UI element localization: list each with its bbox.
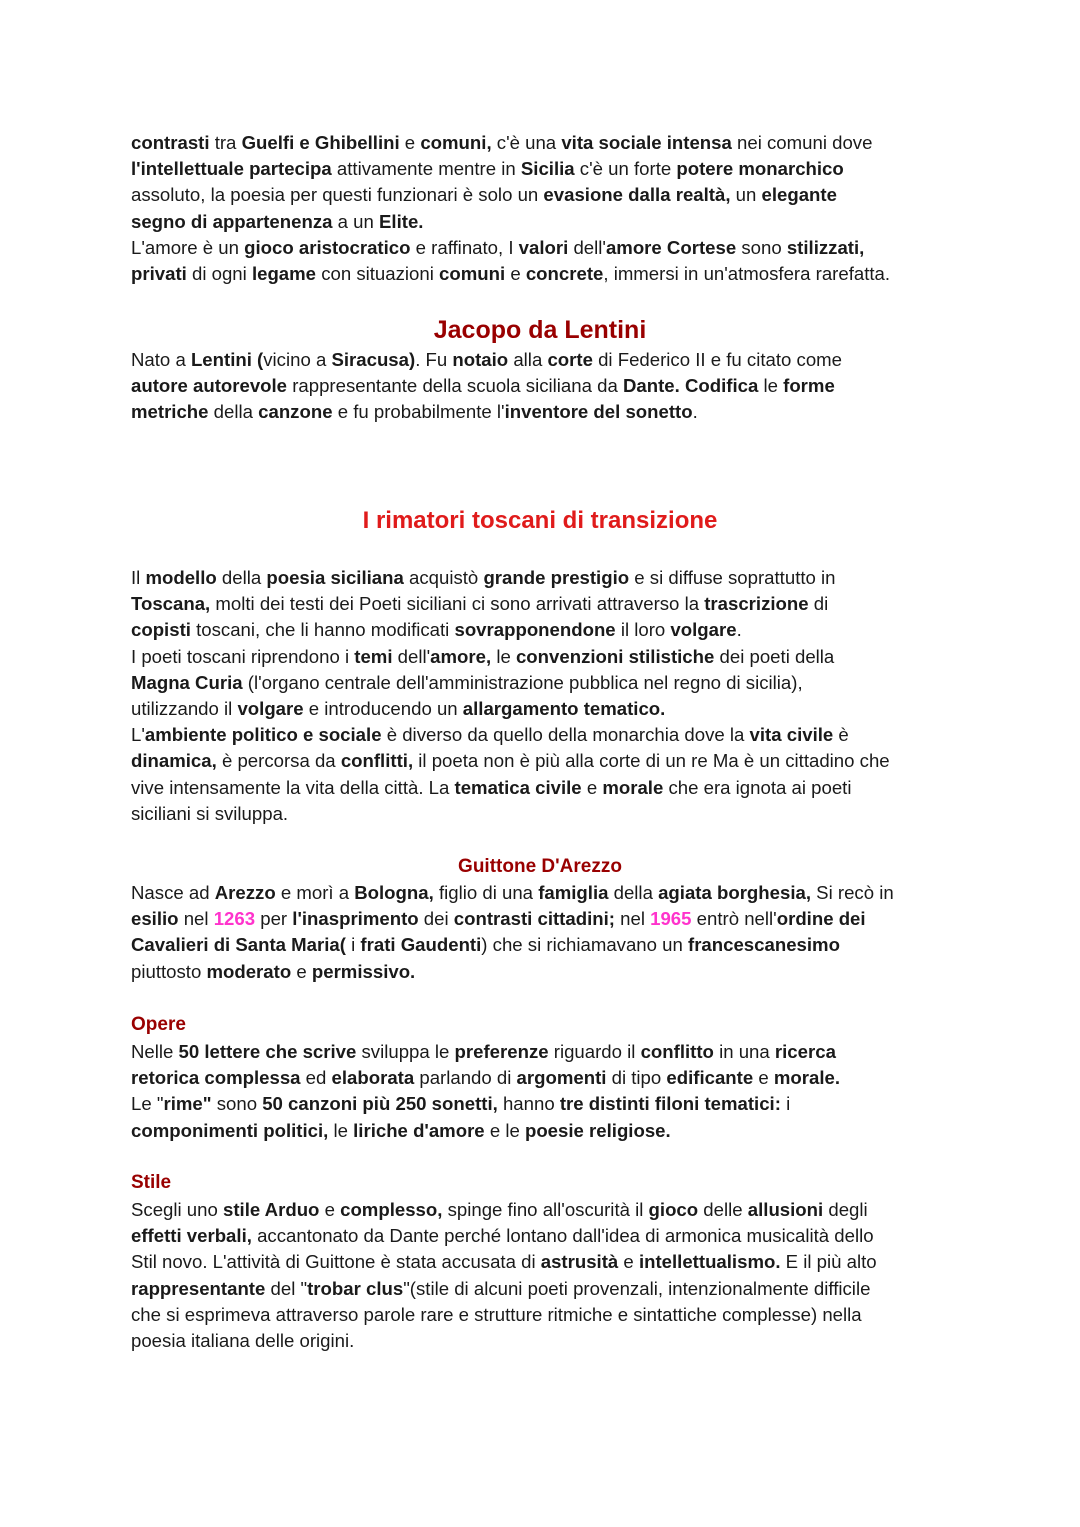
bold-text: volgare: [670, 619, 737, 641]
text-run: parlando di: [414, 1067, 517, 1089]
text-run: sviluppa le: [356, 1041, 455, 1062]
bold-text: l'inasprimento: [292, 908, 419, 930]
bold-text: contrasti: [131, 132, 210, 153]
bold-text: ricerca: [774, 1041, 836, 1062]
text-run: di tipo: [606, 1067, 667, 1089]
bold-text: Guelfi e Ghibellini: [241, 132, 400, 153]
text-run: utilizzando il: [131, 698, 238, 720]
intro-line: [131, 209, 961, 235]
bold-text: concrete: [525, 263, 604, 285]
text-run: hanno: [497, 1093, 560, 1115]
bold-text: metriche: [131, 401, 209, 423]
text-run: dell': [392, 645, 431, 667]
heading-jacopo-da-lentini: Jacopo da Lentini: [433, 316, 647, 344]
heading-guittone-darezzo: Guittone D'Arezzo: [458, 856, 622, 877]
text-run: "(stile di alcuni poeti provenzali, intenzionalmente difficile: [403, 1277, 871, 1299]
bold-text: Arezzo: [214, 882, 276, 903]
bold-text: tematica civile: [454, 776, 582, 798]
guittone-line: [131, 932, 961, 958]
opere-paragraph: [131, 1039, 961, 1144]
bold-text: astrusità: [540, 1251, 619, 1273]
text-run: spinge fino all'oscurità il: [442, 1199, 649, 1220]
text-run: di: [808, 593, 829, 615]
jacopo-line: [131, 347, 961, 373]
intro-line: [131, 182, 961, 208]
guittone-line: [131, 906, 961, 932]
bold-text: allusioni: [747, 1199, 824, 1220]
text-run: Le ": [131, 1093, 164, 1115]
text-run: c'è una: [491, 132, 562, 153]
text-run: del ": [265, 1277, 308, 1299]
intro-line: [131, 261, 961, 287]
text-run: degli: [823, 1199, 868, 1220]
bold-text: inventore del sonetto: [504, 401, 693, 423]
text-run: di ogni: [186, 263, 252, 285]
text-run: delle: [698, 1199, 748, 1220]
text-run: ed: [300, 1067, 332, 1089]
bold-text: conflitto: [640, 1041, 714, 1062]
text-run: attivamente mentre in: [331, 158, 521, 180]
guittone-line: [131, 959, 961, 985]
bold-text: edificante: [666, 1067, 754, 1089]
text-run: Nasce ad: [131, 882, 215, 903]
text-run: riguardo il: [548, 1041, 641, 1062]
intro-paragraph: [131, 130, 961, 287]
bold-text: morale.: [773, 1067, 841, 1089]
highlighted-year: 1965: [650, 908, 692, 930]
text-run: è: [833, 724, 849, 746]
text-run: Scegli uno: [131, 1199, 223, 1220]
bold-text: Magna Curia: [131, 671, 243, 693]
bold-text: dinamica,: [131, 750, 217, 772]
bold-text: Toscana,: [131, 593, 211, 615]
guittone-paragraph: [131, 880, 961, 985]
toscani-paragraph: [131, 565, 961, 827]
text-run: della: [216, 567, 267, 588]
bold-text: copisti: [131, 619, 191, 641]
text-run: e: [505, 263, 526, 285]
toscani-line: [131, 565, 961, 591]
opere-line: [131, 1118, 961, 1144]
bold-text: l'intellettuale partecipa: [131, 158, 332, 180]
bold-text: Siracusa): [331, 349, 416, 370]
text-run: dell': [568, 236, 606, 258]
heading-opere: Opere: [131, 1014, 186, 1035]
bold-text: allargamento tematico.: [462, 698, 666, 720]
bold-text: 50 canzoni più 250 sonetti,: [262, 1093, 498, 1115]
bold-text: ordine dei: [776, 908, 866, 930]
text-run: e introducendo un: [303, 698, 463, 720]
text-run: figlio di una: [433, 882, 539, 903]
text-run: un: [730, 184, 762, 206]
toscani-line: [131, 591, 961, 617]
stile-line: [131, 1276, 961, 1302]
text-run: .: [692, 401, 698, 423]
bold-text: effetti verbali,: [131, 1225, 252, 1247]
bold-text: vita civile: [749, 724, 834, 746]
bold-text: moderato: [206, 960, 292, 982]
text-run: e: [319, 1199, 341, 1220]
bold-text: trobar clus: [307, 1277, 404, 1299]
text-run: e le: [484, 1119, 525, 1141]
bold-text: volgare: [237, 698, 304, 720]
text-run: Stil novo. L'attività di Guittone è stata accusata di: [131, 1251, 541, 1273]
text-run: siciliani si sviluppa.: [131, 802, 289, 824]
bold-text: morale: [602, 776, 664, 798]
bold-text: poesia siciliana: [266, 567, 404, 588]
text-run: è percorsa da: [216, 750, 341, 772]
text-run: L': [131, 724, 145, 746]
bold-text: stile Arduo: [223, 1199, 320, 1220]
jacopo-line: [131, 373, 961, 399]
bold-text: intellettualismo.: [638, 1251, 781, 1273]
text-run: tra: [209, 132, 242, 153]
bold-text: autore autorevole: [131, 375, 288, 397]
text-run: .: [736, 619, 742, 641]
bold-text: vita sociale intensa: [561, 132, 732, 153]
text-run: piuttosto: [131, 960, 207, 982]
bold-text: Cavalieri di Santa Maria(: [131, 934, 346, 956]
stile-line: [131, 1328, 961, 1354]
heading-stile: Stile: [131, 1172, 172, 1193]
bold-text: comuni: [439, 263, 506, 285]
text-run: che si esprimeva attraverso parole rare e strutture ritmiche e sintattiche complesse) nella: [131, 1303, 862, 1325]
bold-text: elaborata: [331, 1067, 415, 1089]
bold-text: Sicilia: [520, 158, 575, 180]
text-run: ) che si richiamavano un: [481, 934, 688, 956]
text-run: è diverso da quello della monarchia dove la: [381, 724, 750, 746]
opere-line: [131, 1039, 961, 1065]
text-run: e: [399, 132, 421, 153]
text-run: i: [345, 934, 361, 956]
text-run: . Fu: [415, 349, 453, 370]
toscani-line: [131, 722, 961, 748]
text-run: e morì a: [275, 882, 355, 903]
stile-line: [131, 1302, 961, 1328]
bold-text: grande prestigio: [483, 567, 630, 588]
text-run: L'amore è un: [131, 236, 245, 258]
jacopo-paragraph: [131, 347, 961, 426]
bold-text: frati Gaudenti: [360, 934, 482, 956]
text-run: e si diffuse soprattutto in: [629, 567, 836, 588]
toscani-line: [131, 617, 961, 643]
text-run: dei poeti della: [714, 645, 835, 667]
intro-line: [131, 156, 961, 182]
text-run: poesia italiana delle origini.: [131, 1330, 355, 1352]
text-run: Nato a: [131, 349, 191, 370]
bold-text: gioco aristocratico: [244, 236, 411, 258]
text-run: Il: [131, 567, 146, 588]
toscani-line: [131, 801, 961, 827]
highlighted-year: 1263: [213, 908, 256, 930]
text-run: e: [753, 1067, 774, 1089]
bold-text: rappresentante: [131, 1277, 266, 1299]
bold-text: amore Cortese: [605, 236, 737, 258]
text-run: nel: [614, 908, 651, 930]
bold-text: famiglia: [538, 882, 609, 903]
bold-text: poesie religiose.: [524, 1119, 671, 1141]
text-run: accantonato da Dante perché lontano dall'idea di armonica musicalità dello: [251, 1225, 874, 1247]
opere-line: [131, 1091, 961, 1117]
text-run: entrò nell': [691, 908, 777, 930]
bold-text: tre distinti filoni tematici:: [559, 1093, 781, 1115]
text-run: molti dei testi dei Poeti siciliani ci sono arrivati attraverso la: [210, 593, 705, 615]
bold-text: preferenze: [454, 1041, 549, 1062]
text-run: e fu probabilmente l': [332, 401, 505, 423]
text-run: e: [291, 960, 312, 982]
stile-line: [131, 1197, 961, 1223]
text-run: della: [208, 401, 259, 423]
heading-rimatori-toscani: I rimatori toscani di transizione: [362, 507, 718, 534]
bold-text: privati: [131, 263, 187, 285]
text-run: assoluto, la poesia per questi funzionari è solo un: [131, 184, 544, 206]
bold-text: comuni,: [420, 132, 492, 153]
text-run: e: [618, 1251, 639, 1273]
intro-line: [131, 130, 961, 156]
bold-text: gioco: [648, 1199, 699, 1220]
bold-text: esilio: [131, 908, 179, 930]
jacopo-line: [131, 399, 961, 425]
bold-text: componimenti politici,: [131, 1119, 329, 1141]
bold-text: elegante: [761, 184, 837, 206]
bold-text: evasione dalla realtà,: [543, 184, 731, 206]
text-run: e raffinato, I: [410, 236, 519, 258]
text-run: acquistò: [403, 567, 484, 588]
stile-paragraph: [131, 1197, 961, 1354]
toscani-line: [131, 696, 961, 722]
bold-text: Lentini (: [190, 349, 264, 370]
text-run: dei: [418, 908, 454, 930]
bold-text: stilizzati,: [786, 236, 865, 258]
text-run: Nelle: [131, 1041, 179, 1062]
text-run: i: [780, 1093, 791, 1115]
bold-text: amore,: [430, 645, 492, 667]
text-run: Si recò in: [811, 882, 894, 903]
text-run: con situazioni: [316, 263, 440, 285]
text-run: che era ignota ai poeti: [663, 776, 852, 798]
bold-text: complesso,: [340, 1199, 443, 1220]
stile-line: [131, 1249, 961, 1275]
text-run: a un: [332, 210, 380, 232]
bold-text: modello: [145, 567, 217, 588]
text-run: , immersi in un'atmosfera rarefatta.: [603, 263, 891, 285]
bold-text: liriche d'amore: [353, 1119, 485, 1141]
text-run: il loro: [615, 619, 671, 641]
intro-line: [131, 235, 961, 261]
text-run: in una: [713, 1041, 775, 1062]
text-run: nei comuni dove: [731, 132, 873, 153]
text-run: vive intensamente la vita della città. La: [131, 776, 455, 798]
bold-text: corte: [547, 349, 593, 370]
bold-text: permissivo.: [311, 960, 416, 982]
bold-text: rime": [163, 1093, 212, 1115]
toscani-line: [131, 748, 961, 774]
bold-text: trascrizione: [704, 593, 809, 615]
bold-text: ambiente politico e sociale: [144, 724, 382, 746]
bold-text: convenzioni stilistiche: [515, 645, 715, 667]
text-run: sono: [211, 1093, 263, 1115]
text-run: c'è un forte: [574, 158, 677, 180]
text-run: (l'organo centrale dell'amministrazione pubblica nel regno di sicilia),: [242, 671, 803, 693]
text-run: le: [328, 1119, 354, 1141]
text-run: le: [491, 645, 516, 667]
bold-text: Dante. Codifica: [622, 375, 759, 397]
bold-text: Elite.: [379, 210, 424, 232]
text-run: alla: [508, 349, 548, 370]
toscani-line: [131, 670, 961, 696]
guittone-line: [131, 880, 961, 906]
text-run: toscani, che li hanno modificati: [190, 619, 455, 641]
bold-text: conflitti,: [340, 750, 414, 772]
bold-text: legame: [251, 263, 317, 285]
text-run: le: [758, 375, 784, 397]
bold-text: francescanesimo: [688, 934, 840, 956]
opere-line: [131, 1065, 961, 1091]
stile-line: [131, 1223, 961, 1249]
text-run: nel: [178, 908, 214, 930]
bold-text: canzone: [258, 401, 333, 423]
bold-text: retorica complessa: [131, 1067, 301, 1089]
bold-text: temi: [354, 645, 393, 667]
bold-text: notaio: [452, 349, 509, 370]
bold-text: valori: [518, 236, 569, 258]
bold-text: agiata borghesia,: [658, 882, 812, 903]
text-run: per: [255, 908, 293, 930]
text-run: vicino a: [263, 349, 332, 370]
bold-text: potere monarchico: [676, 158, 844, 180]
bold-text: forme: [783, 375, 835, 397]
text-run: e: [581, 776, 603, 798]
text-run: rappresentante della scuola siciliana da: [287, 375, 623, 397]
text-run: di Federico II e fu citato come: [592, 349, 842, 370]
text-run: il poeta non è più alla corte di un re Ma è un cittadino che: [413, 750, 890, 772]
toscani-line: [131, 775, 961, 801]
text-run: E il più alto: [780, 1251, 877, 1273]
bold-text: sovrapponendone: [454, 619, 616, 641]
bold-text: argomenti: [516, 1067, 607, 1089]
bold-text: 50 lettere che scrive: [178, 1041, 357, 1062]
bold-text: contrasti cittadini;: [453, 908, 615, 930]
text-run: I poeti toscani riprendono i: [131, 645, 355, 667]
text-run: sono: [736, 236, 787, 258]
toscani-line: [131, 644, 961, 670]
bold-text: Bologna,: [354, 882, 434, 903]
bold-text: segno di appartenenza: [131, 210, 333, 232]
text-run: della: [608, 882, 659, 903]
